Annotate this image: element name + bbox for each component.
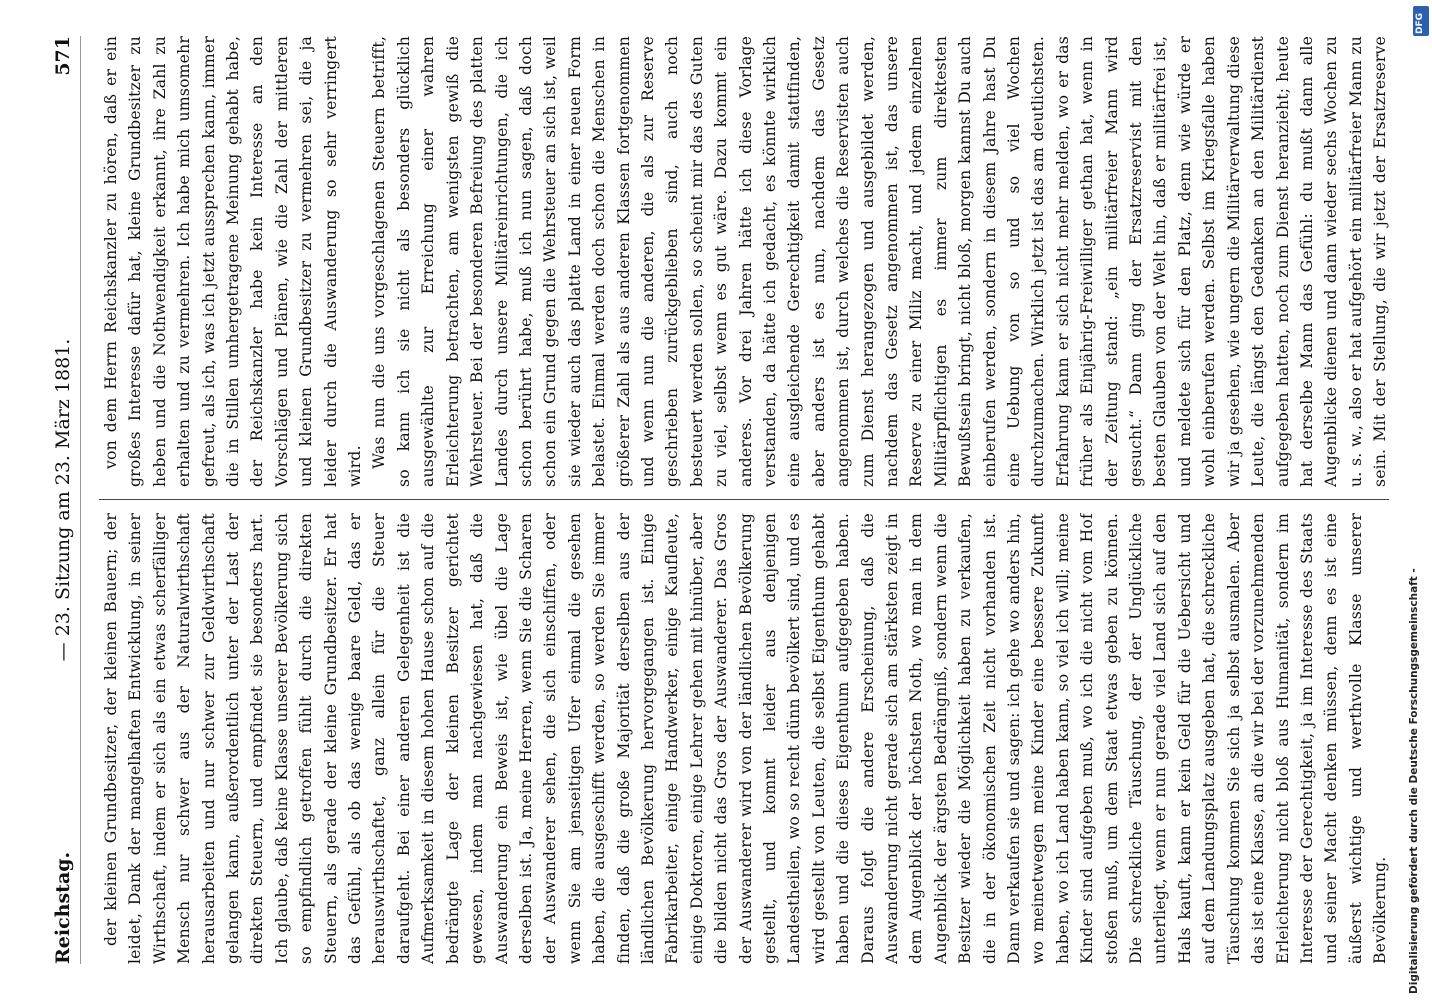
text-columns	[99, 36, 1389, 964]
dfg-logo-text: DFG	[1415, 12, 1425, 34]
paragraph: Was nun die uns vorgeschlagenen Steuern betrifft, so kann ich sie nicht als besonders glücklich ausgewählte zur Erreichung einer wahren Erleichterung betrachten, am wenigsten gewiß die Wehrsteuer. Bei der besonderen Befreiung des platten Landes durch unsere Militäreinrichtungen, die ich schon berührt habe, muß ich nun sagen, daß doch schon ein Grund gegen die Wehrsteuer an sich ist, weil sie wieder auch das platte Land in einer neuen Form belastet. Einmal werden doch schon die Menschen in größerer Zahl als aus anderen Klassen fortgenommen und wenn nun die anderen, die als zur Reserve geschrieben zurückgeblieben sind, auch noch besteuert werden sollen, so scheint mir das des Guten zu viel, selbst wenn es gut wäre. Dazu kommt ein anderes. Vor drei Jahren hätte ich diese Vorlage verstanden, da hätte ich gedacht, es könnte wirklich eine ausgleichende Gerechtigkeit damit stattfinden, aber anders ist es nun, nachdem das Gesetz angenommen ist, durch welches die Reservisten auch zum Dienst herangezogen und ausgebildet werden, nachdem das Gesetz angenommen ist, das unsere Reserve zu einer Miliz macht, und jedem einzelnen Militärpflichtigen es immer zum direktesten Bewußtsein bringt, nicht bloß, morgen kannst Du auch einberufen werden, sondern in diesem Jahre hast Du eine Uebung von so und so viel Wochen durchzumachen. Wirklich jetzt ist das am deutlichsten. Erfahrung kann er sich nicht mehr melden, wo er das früher als Einjährig-Freiwilliger gethan hat, wenn in der Zeitung stand: „ein militärfreier Mann wird gesucht.“ Dann ging der Ersatzreservist mit den besten Glauben von der Welt hin, daß er militärfrei ist, und meldete sich für den Platz, denn wie würde er wohl einberufen werden. Selbst im Kriegsfalle haben wir ja gesehen, wie ungern die Militärverwaltung diese Leute, die längst den Gedanken an den Militärdienst aufgegeben hatten, noch zum Dienst heranzieht; heute hat derselbe Mann das Gefühl: du mußt dann alle Augenblicke dienen und dann wieder sechs Wochen zu u. s. w., also er hat aufgehört ein militärfreier Mann zu sein. Mit der Stellung, die wir jetzt der Ersatzreserve	[370, 36, 1389, 487]
digitization-credit-sidebar	[1402, 0, 1432, 1000]
digitization-credit: Digitalisierung gefördert durch die Deutsche Forschungsgemeinschaft -	[1408, 568, 1420, 994]
header-session: — 23. Sitzung am 23. März 1881.	[52, 338, 74, 662]
column-divider	[99, 499, 1389, 500]
header-title: Reichstag.	[52, 851, 74, 964]
column-right	[99, 36, 1389, 487]
page-header	[46, 36, 81, 964]
page-number: 571	[52, 36, 74, 76]
dfg-logo-icon	[1413, 6, 1429, 36]
column-left	[99, 513, 1389, 964]
paragraph: von dem Herrn Reichskanzler zu hören, daß er ein großes Interesse dafür hat, kleine Grundbesitzer zu heben und die Nothwendigkeit erkannt, ihre Zahl zu erhalten und zu vermehren. Ich habe mich umsomehr gefreut, als ich, was ich jetzt aussprechen kann, immer die in Stillen umhergetragene Meinung gehabt habe, der Reichskanzler habe kein Interesse an den Vorschlägen und Plänen, wie die Zahl der mittleren und kleinen Grundbesitzer zu vermehren sei, die ja leider durch die Auswanderung so sehr verringert wird.	[102, 36, 365, 487]
paragraph: der kleinen Grundbesitzer, der kleinen Bauern; der leidet, Dank der mangelhaften Entwicklung, in seiner Wirthschaft, indem er sich als ein etwas scherfälliger Mensch nur schwer aus der Naturalwirthschaft herausarbeiten und nur schwer zur Geldwirthschaft gelangen kann, außerordentlich unter der Last der direkten Steuern, und empfindet sie besonders hart. Ich glaube, daß keine Klasse unserer Bevölkerung sich so empfindlich getroffen fühlt durch die direkten Steuern, als gerade der kleine Grundbesitzer. Er hat das Gefühl, als ob das wenige baare Geld, das er herauswirthschaftet, ganz allein für die Steuer daraufgeht. Bei einer anderen Gelegenheit ist die Aufmerksamkeit in diesem hohen Hause schon auf die bedrängte Lage der kleinen Besitzer gerichtet gewesen, indem man nachgewiesen hat, daß die Auswanderung ein Beweis ist, wie übel die Lage derselben ist. Ja, meine Herren, wenn Sie die Scharen der Auswanderer sehen, die sich einschiffen, oder wenn Sie am jenseitigen Ufer einmal die gesehen haben, die ausgeschifft werden, so werden Sie immer finden, daß die große Majorität derselben aus der ländlichen Bevölkerung hervorgegangen ist. Einige Fabrikarbeiter, einige Handwerker, einige Kaufleute, einige Doktoren, einige Lehrer gehen mit hinüber, aber die bilden nicht das Gros der Auswanderer. Das Gros der Auswanderer wird von der ländlichen Bevölkerung gestellt, und kommt leider aus denjenigen Landestheilen, wo so recht dünn bevölkert sind, und es wird gestellt von Leuten, die selbst Eigenthum gehabt haben und die dieses Eigenthum aufgegeben haben. Daraus folgt die andere Erscheinung, daß die Auswanderung nicht gerade sich am stärksten zeigt in dem Augenblick der höchsten Noth, wo man in dem Augenblick der ärgsten Bedrängniß, sondern wenn die Besitzer wieder die Möglichkeit haben zu verkaufen, die in der ökonomischen Zeit nicht vorhanden ist. Dann verkaufen sie und sagen: ich gehe wo anders hin, wo meinetwegen meine Kinder eine bessere Zukunft haben, wo ich Land haben kann, so viel ich will; meine Kinder sind aufgeben muß, wo ich die nicht vom Hof stoßen muß, um dem Staat etwas geben zu können. Die schreckliche Täuschung, der der Unglückliche unterliegt, wenn er nun gerade viel Land sich auf den Hals kauft, kann er kein Geld für die Uebersicht und auf dem Landungsplatz ausgeben hat, die schreckliche Täuschung kommen Sie sich ja selbst ausmalen. Aber das ist eine Klasse, an die wir bei der vorzunehmenden Erleichterung nicht bloß aus Humanität, sondern im Interesse der Gerechtigkeit, ja im Interesse des Staats und seiner Macht denken müssen, denn es ist eine äußerst wichtige und werthvolle Klasse unserer Bevölkerung.	[102, 513, 1389, 964]
rotated-document	[16, 0, 1416, 1000]
